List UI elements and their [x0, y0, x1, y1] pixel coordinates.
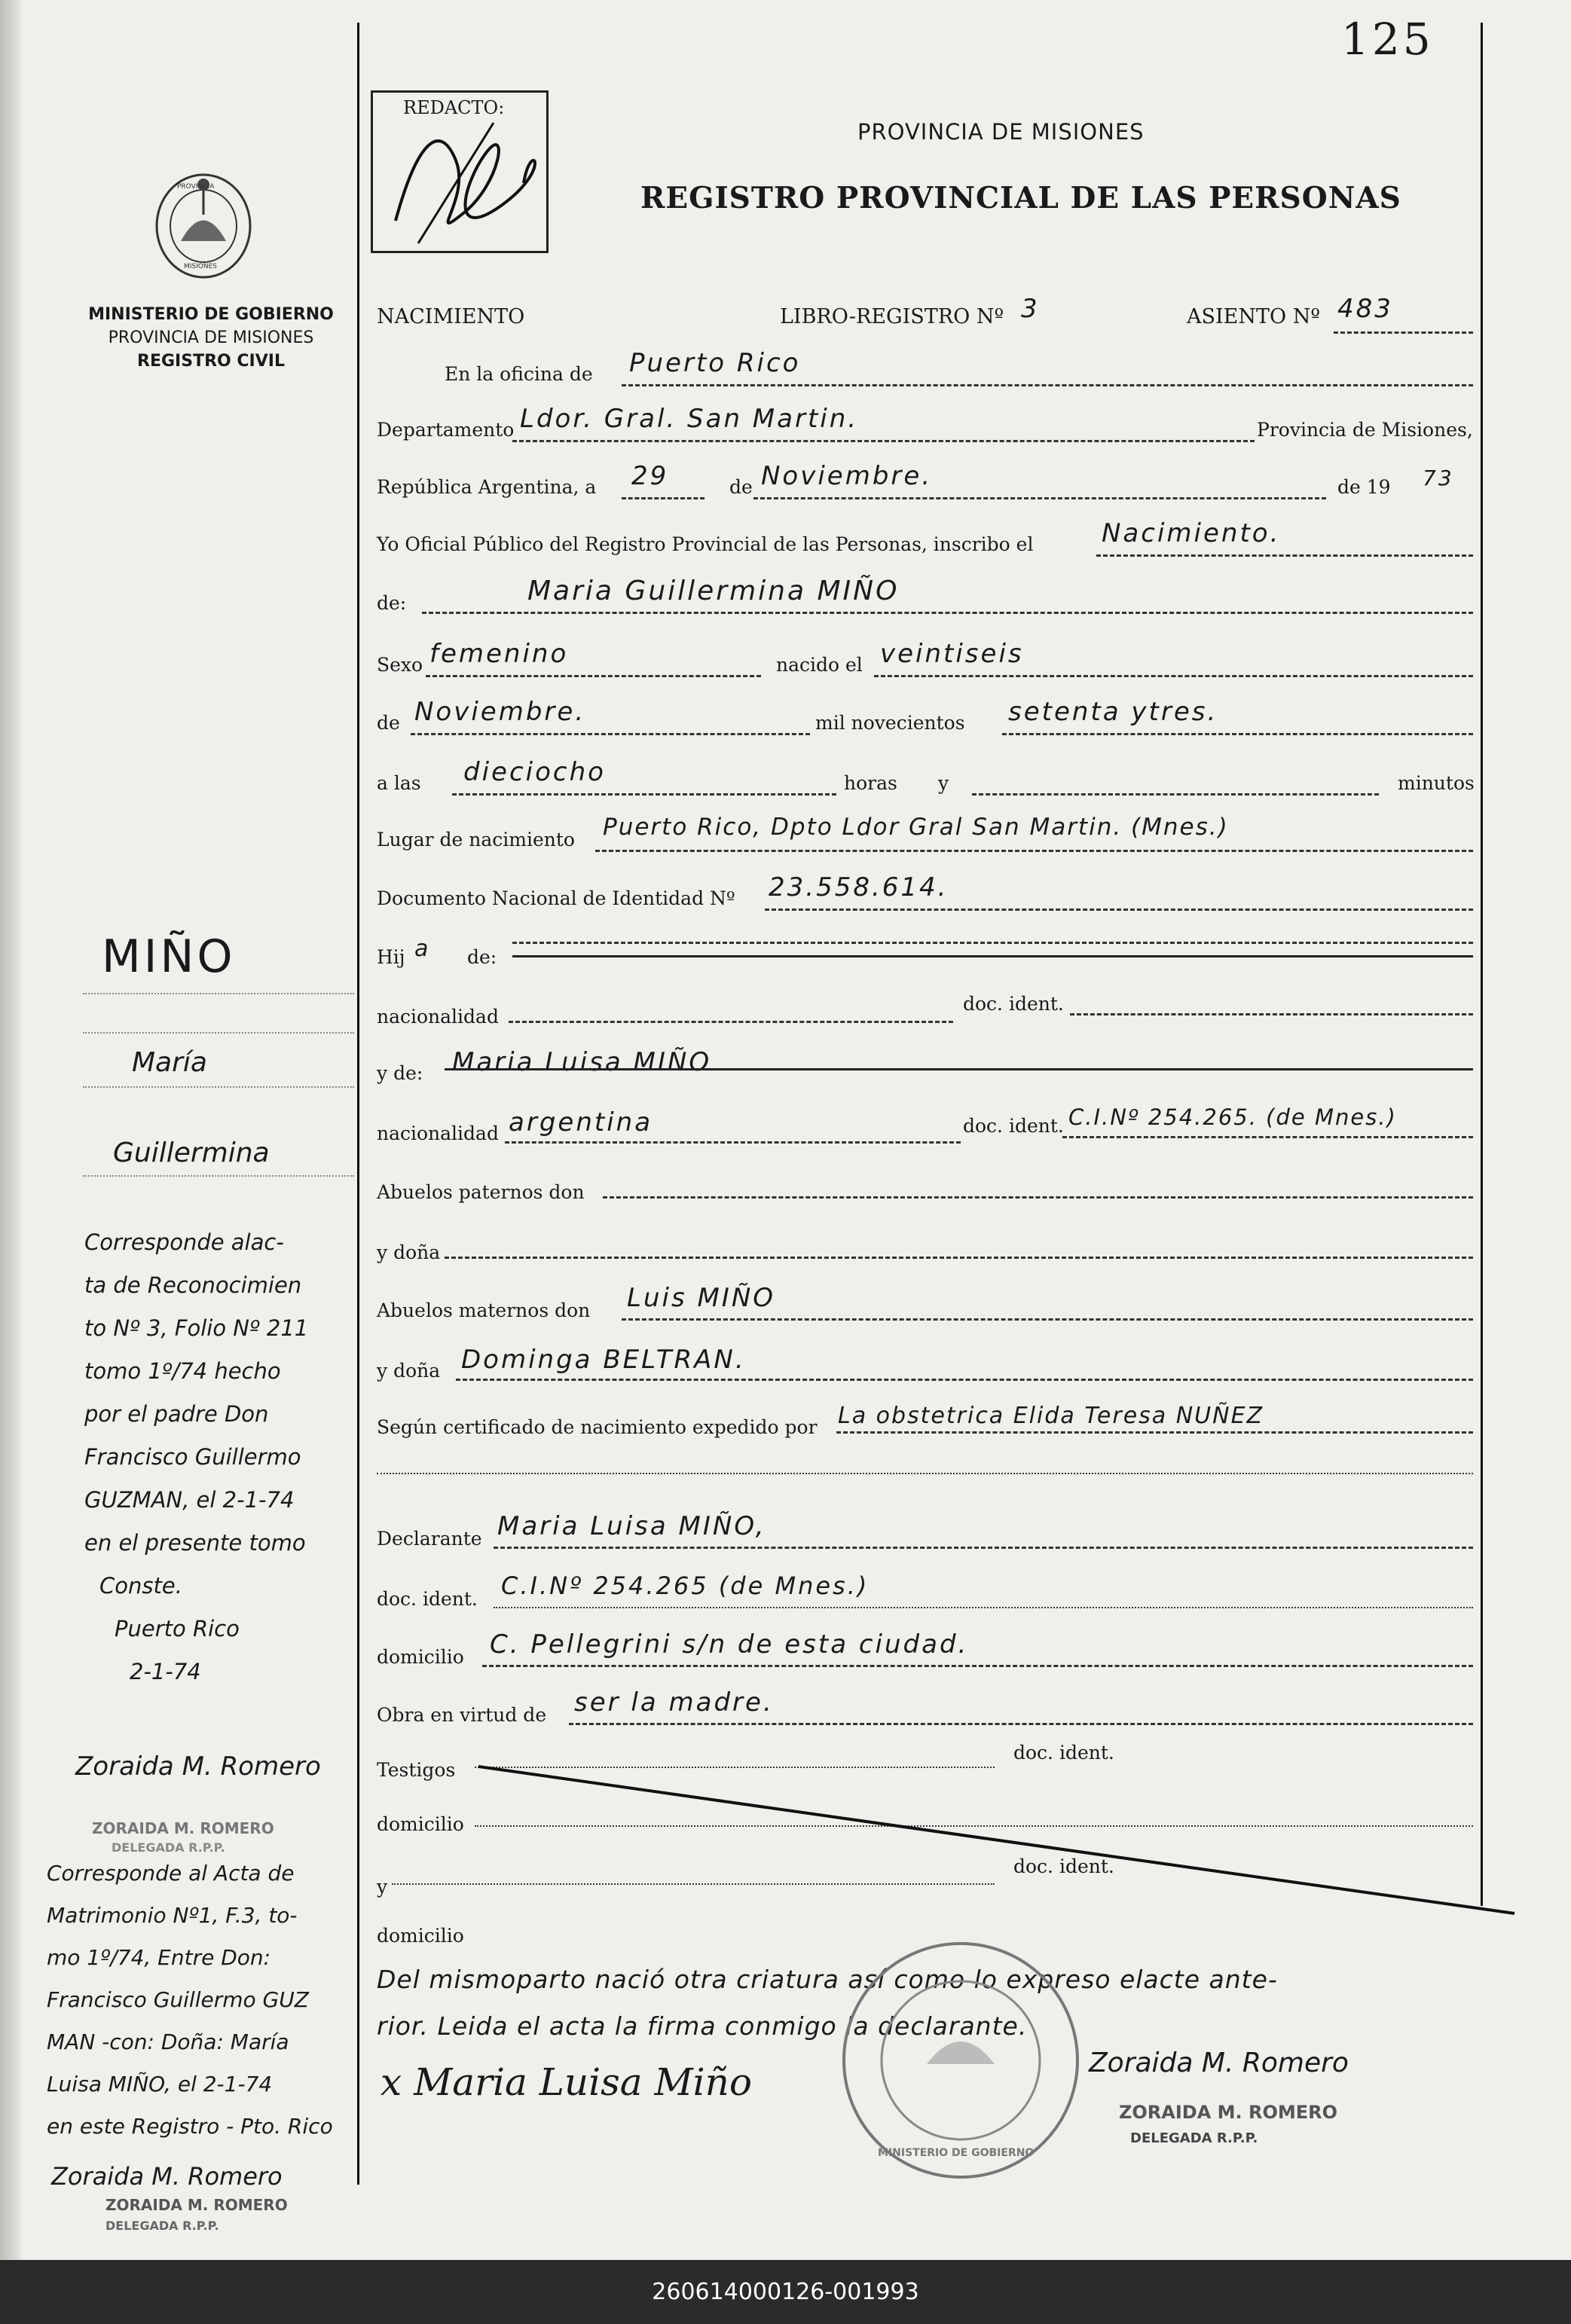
mes-value: Noviembre. — [761, 461, 933, 491]
abuela-paterna-line — [445, 1257, 1473, 1259]
minutos-line — [972, 793, 1379, 796]
doc-ident-madre-label: doc. ident. — [963, 1115, 1064, 1137]
lugar-line — [595, 850, 1473, 852]
nacido-label: nacido el — [776, 654, 863, 676]
testigos-label: Testigos — [377, 1759, 456, 1781]
padre-strike-line — [512, 955, 1473, 957]
margin-signature-1: Zoraida M. Romero — [75, 1751, 321, 1782]
margin-note-2-line: en este Registro - Pto. Rico — [47, 2114, 333, 2139]
page-number: 125 — [1341, 14, 1434, 65]
note-line-1: Del mismoparto nació otra criatura así como lo expreso elacte ante- — [377, 1965, 1278, 1994]
provincia-label: Provincia de Misiones, — [1257, 419, 1473, 441]
mes-de-label: de — [729, 476, 753, 498]
declarante-value: Maria Luisa MIÑO, — [497, 1511, 766, 1541]
y-de-label: y de: — [377, 1062, 423, 1084]
obra-line — [569, 1723, 1473, 1725]
abuelos-paternos-label: Abuelos paternos don — [377, 1181, 585, 1203]
doc-declarante-line — [494, 1607, 1473, 1608]
libro-registro-label: LIBRO-REGISTRO Nº — [780, 305, 1004, 328]
margin-note-1-line: tomo 1º/74 hecho — [84, 1358, 281, 1384]
segun-label: Según certificado de nacimiento expedido por — [377, 1416, 818, 1438]
header-province: PROVINCIA DE MISIONES — [857, 119, 1145, 145]
asiento-label: ASIENTO Nº — [1187, 305, 1321, 328]
oficina-label: En la oficina de — [445, 363, 593, 385]
margin-note-1 — [84, 1229, 356, 1702]
anio-label: de 19 — [1337, 476, 1391, 498]
oficina-value: Puerto Rico — [629, 348, 801, 378]
mes-nac-value: Noviembre. — [414, 697, 586, 727]
abuela-paterna-label: y doña — [377, 1241, 441, 1263]
margin-note-1-line: to Nº 3, Folio Nº 211 — [84, 1315, 309, 1341]
redacto-signature — [373, 93, 546, 251]
departamento-label: Departamento — [377, 419, 515, 441]
margin-note-1-line: en el presente tomo — [84, 1530, 306, 1556]
nacionalidad-madre-line — [505, 1141, 961, 1144]
official-stamp-role: DELEGADA R.P.P. — [1130, 2130, 1258, 2146]
asiento-value: 483 — [1337, 294, 1393, 324]
y-minutos-label: y — [938, 772, 949, 794]
abuelos-maternos-label: Abuelos maternos don — [377, 1299, 591, 1321]
sexo-line — [426, 675, 761, 677]
margin-stamp-1-role: DELEGADA R.P.P. — [112, 1840, 225, 1855]
abuelo-materno-line — [622, 1318, 1473, 1321]
domicilio-value: C. Pellegrini s/n de esta ciudad. — [490, 1629, 969, 1660]
archive-code-footer: 260614000126-001993 — [0, 2260, 1571, 2324]
margin-note-1-line: Corresponde alac- — [84, 1229, 284, 1255]
margin-note-2-line: mo 1º/74, Entre Don: — [47, 1945, 271, 1970]
domicilio-testigo2-label: domicilio — [377, 1925, 464, 1947]
margin-note-2-line: Francisco Guillermo GUZ — [47, 1987, 309, 2012]
anio-nac-value: setenta ytres. — [1008, 697, 1218, 727]
domicilio-label: domicilio — [377, 1646, 464, 1668]
margin-stamp-2-role: DELEGADA R.P.P. — [105, 2219, 219, 2233]
alas-label: a las — [377, 772, 421, 794]
mil-label: mil novecientos — [815, 712, 965, 734]
margin-line-4 — [83, 1175, 354, 1177]
declarante-label: Declarante — [377, 1528, 482, 1550]
domicilio-testigo1-label: domicilio — [377, 1813, 464, 1835]
right-border-line — [1481, 23, 1483, 1906]
sexo-label: Sexo — [377, 654, 423, 676]
nacionalidad-madre-value: argentina — [509, 1107, 653, 1138]
doc-ident-padre-label: doc. ident. — [963, 993, 1064, 1015]
margin-surname: MIÑO — [102, 930, 236, 983]
margin-note-1-line: Conste. — [99, 1573, 182, 1599]
horas-value: dieciocho — [463, 757, 606, 787]
dia-value: 29 — [631, 461, 669, 491]
doc-madre-line — [1062, 1136, 1473, 1138]
ministry-line: MINISTERIO DE GOBIERNO — [88, 305, 334, 324]
departamento-line — [512, 440, 1255, 442]
circular-stamp-text: MINISTERIO DE GOBIERNO — [878, 2147, 1035, 2159]
official-signature: Zoraida M. Romero — [1089, 2048, 1349, 2078]
margin-note-1-line: Francisco Guillermo — [84, 1444, 301, 1470]
header-title: REGISTRO PROVINCIAL DE LAS PERSONAS — [640, 181, 1401, 215]
nacionalidad-madre-label: nacionalidad — [377, 1122, 499, 1144]
redacto-label: REDACTO: — [403, 97, 505, 118]
seal-bottom-text: MISIONES — [184, 263, 218, 270]
note-line-2: rior. Leida el acta la firma conmigo la declarante. — [377, 2011, 1028, 2041]
abuelo-materno-value: Luis MIÑO — [627, 1283, 776, 1313]
oficina-line — [622, 384, 1473, 386]
margin-note-1-line: GUZMAN, el 2-1-74 — [84, 1487, 295, 1513]
dni-value: 23.558.614. — [769, 872, 949, 902]
asiento-line — [1334, 331, 1473, 334]
nacido-line — [874, 675, 1473, 677]
libro-registro-value: 3 — [1021, 294, 1040, 324]
declarante-signature: x Maria Luisa Miño — [381, 2060, 752, 2104]
seal-top-text: PROVINCIA — [177, 183, 215, 191]
segun-line — [836, 1431, 1473, 1434]
margin-note-2-line: Luisa MIÑO, el 2-1-74 — [47, 2072, 273, 2096]
coat-of-arms-icon — [151, 169, 256, 282]
domicilio-line — [482, 1665, 1473, 1667]
declarante-line — [494, 1547, 1473, 1549]
official-circular-stamp — [836, 1936, 1085, 2185]
hijo-label: Hij — [377, 946, 405, 968]
oficial-label: Yo Oficial Público del Registro Provincial de las Personas, inscribo el — [377, 533, 1034, 555]
margin-stamp-1-name: ZORAIDA M. ROMERO — [92, 1819, 274, 1837]
hijo-suffix: a — [414, 936, 429, 962]
margin-stamp-2-name: ZORAIDA M. ROMERO — [105, 2196, 288, 2214]
redacto-box — [371, 90, 549, 253]
abuelo-paterno-line — [603, 1196, 1473, 1199]
margin-line-3 — [83, 1086, 354, 1088]
anio-value: 73 — [1423, 466, 1454, 490]
horas-line — [452, 793, 836, 796]
segun-value: La obstetrica Elida Teresa NUÑEZ — [838, 1403, 1264, 1429]
doc-declarante-value: C.I.Nº 254.265 (de Mnes.) — [501, 1571, 870, 1600]
sexo-value: femenino — [429, 639, 569, 669]
nacionalidad-padre-label: nacionalidad — [377, 1006, 499, 1028]
margin-name-2: Guillermina — [113, 1138, 270, 1168]
official-stamp-name: ZORAIDA M. ROMERO — [1119, 2102, 1338, 2123]
margin-note-1-line: 2-1-74 — [130, 1659, 201, 1684]
mes-nac-line — [411, 733, 810, 735]
registro-civil-line: REGISTRO CIVIL — [137, 352, 285, 371]
horas-label: horas — [844, 772, 897, 794]
acto-line — [1096, 554, 1473, 557]
dni-line — [765, 909, 1473, 911]
nacionalidad-padre-line — [509, 1021, 953, 1023]
margin-note-2-line: MAN -con: Doña: María — [47, 2029, 289, 2054]
margin-note-1-line: por el padre Don — [84, 1401, 269, 1427]
margin-note-2 — [47, 1861, 359, 2156]
dia-line — [622, 497, 705, 499]
doc-padre-line — [1070, 1013, 1473, 1015]
anio-nac-line — [1002, 733, 1473, 735]
obra-value: ser la madre. — [574, 1687, 774, 1718]
doc-ident-declarante-label: doc. ident. — [377, 1588, 478, 1610]
doc-ident-testigo2-label: doc. ident. — [1013, 1855, 1114, 1877]
republica-label: República Argentina, a — [377, 476, 597, 498]
madre-value: Maria Luisa MIÑO — [452, 1047, 712, 1077]
doc-ident-testigo1-label: doc. ident. — [1013, 1742, 1114, 1764]
margin-line-2 — [83, 1032, 354, 1034]
nombre-de-label: de: — [377, 592, 407, 614]
hijo-de-label: de: — [467, 946, 497, 968]
mes-line — [753, 497, 1326, 499]
y-testigo2-label: y — [377, 1876, 388, 1898]
ministry-header — [68, 305, 354, 371]
nombre-value: Maria Guillermina MIÑO — [527, 576, 900, 606]
segun-line-2 — [377, 1473, 1473, 1474]
lugar-value: Puerto Rico, Dpto Ldor Gral San Martin. (Mnes.) — [603, 814, 1229, 841]
acto-value: Nacimiento. — [1102, 518, 1281, 548]
margin-line-1 — [83, 993, 354, 994]
margin-note-2-line: Corresponde al Acta de — [47, 1861, 295, 1886]
margin-signature-2: Zoraida M. Romero — [51, 2162, 283, 2191]
book-binding — [0, 0, 21, 2260]
padre-line — [512, 942, 1473, 944]
departamento-value: Ldor. Gral. San Martin. — [520, 404, 859, 434]
margin-note-1-line: ta de Reconocimien — [84, 1272, 302, 1298]
doc-madre-value: C.I.Nº 254.265. (de Mnes.) — [1068, 1104, 1397, 1130]
margin-name-1: María — [132, 1047, 207, 1078]
obra-label: Obra en virtud de — [377, 1704, 547, 1726]
dni-label: Documento Nacional de Identidad Nº — [377, 887, 735, 909]
province-line: PROVINCIA DE MISIONES — [108, 328, 314, 347]
record-type-label: NACIMIENTO — [377, 305, 525, 328]
mes-nac-de-label: de — [377, 712, 400, 734]
abuela-materna-label: y doña — [377, 1360, 441, 1382]
margin-note-1-line: Puerto Rico — [115, 1616, 240, 1641]
nacido-value: veintiseis — [880, 639, 1024, 669]
madre-line — [445, 1068, 1473, 1070]
nombre-line — [422, 612, 1473, 614]
lugar-label: Lugar de nacimiento — [377, 829, 575, 851]
abuela-materna-value: Dominga BELTRAN. — [461, 1345, 746, 1375]
minutos-label: minutos — [1398, 772, 1475, 794]
abuela-materna-line — [456, 1379, 1473, 1381]
margin-note-2-line: Matrimonio Nº1, F.3, to- — [47, 1903, 298, 1928]
